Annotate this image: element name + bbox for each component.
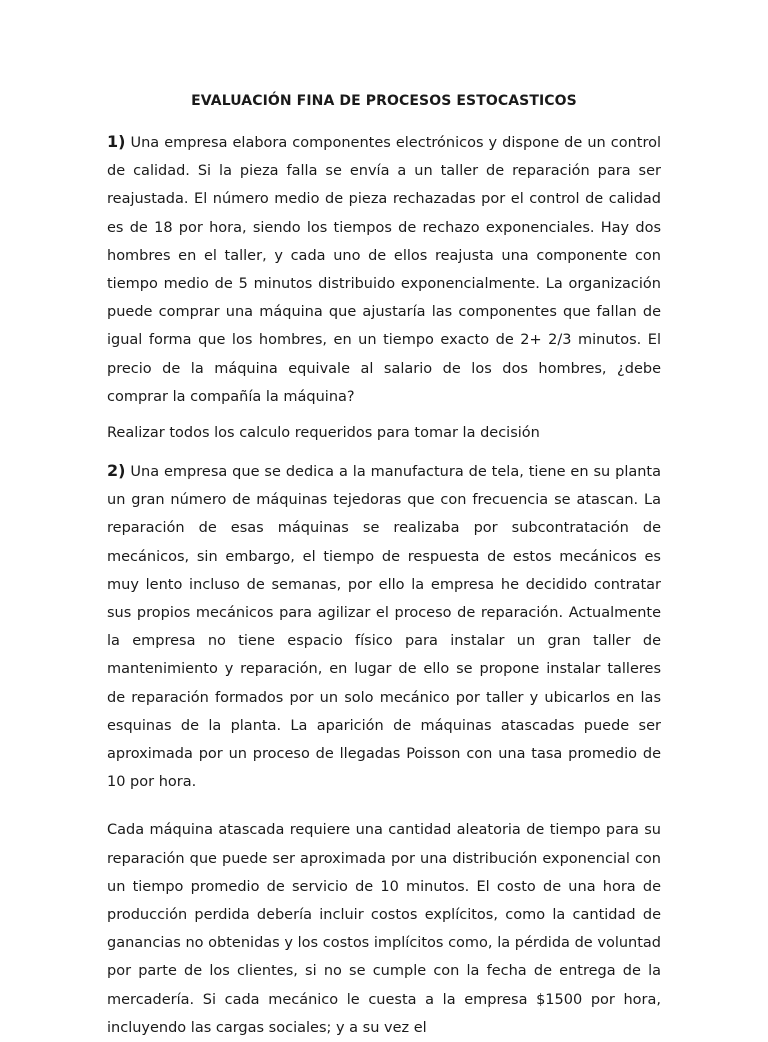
document-page (107, 90, 661, 1042)
question-1-number: 1) (107, 132, 126, 151)
question-2-number: 2) (107, 461, 126, 481)
question-2 (107, 457, 661, 796)
document-title: EVALUACIÓN FINA DE PROCESOS ESTOCASTICOS (191, 93, 577, 109)
instruction-text: Realizar todos los calculo requeridos para tomar la decisión (107, 425, 540, 442)
question-1 (107, 128, 661, 411)
question-1-text: Una empresa elabora componentes electrónicos y dispone de un control de calidad. Si la pieza falla se envía a un taller de reparación para ser reajustada. El número medio de pieza rechazadas por el control de calidad es de 18 por hora, siendo los tiempos de rechazo exponenciales. Hay dos hombres en el taller, y cada uno de ellos reajusta una componente con tiempo medio de 5 minutos distribuido exponencialmente. La organización puede comprar una máquina que ajustaría las componentes que fallan de igual forma que los hombres, en un tiempo exacto de 2+ 2/3 minutos. El precio de la máquina equivale al salario de los dos hombres, ¿debe comprar la compañía la máquina? (107, 135, 662, 405)
question-2-continued: Cada máquina atascada requiere una cantidad aleatoria de tiempo para su reparación que puede ser aproximada por una distribución exponencial con un tiempo promedio de servicio de 10 minutos. El costo de una hora de producción perdida debería incluir costos explícitos, como la cantidad de ganancias no obtenidas y los costos implícitos como, la pérdida de voluntad por parte de los clientes, si no se cumple con la fecha de entrega de la mercadería. Si cada mecánico le cuesta a la empresa $1500 por hora, incluyendo las cargas sociales; y a su vez el (107, 822, 661, 1036)
question-2-text: Una empresa que se dedica a la manufactura de tela, tiene en su planta un gran número de máquinas tejedoras que con frecuencia se atascan. La reparación de esas máquinas se realizaba por subcontratación de mecánicos, sin embargo, el tiempo de respuesta de estos mecánicos es muy lento incluso de semanas, por ello la empresa he decidido contratar sus propios mecánicos para agilizar el proceso de reparación. Actualmente la empresa no tiene espacio físico para instalar un gran taller de mantenimiento y reparación, en lugar de ello se propone instalar talleres de reparación formados por un solo mecánico por taller y ubicarlos en las esquinas de la planta. La aparición de máquinas atascadas puede ser aproximada por un proceso de llegadas Poisson con una tasa promedio de 10 por hora. (107, 464, 662, 791)
